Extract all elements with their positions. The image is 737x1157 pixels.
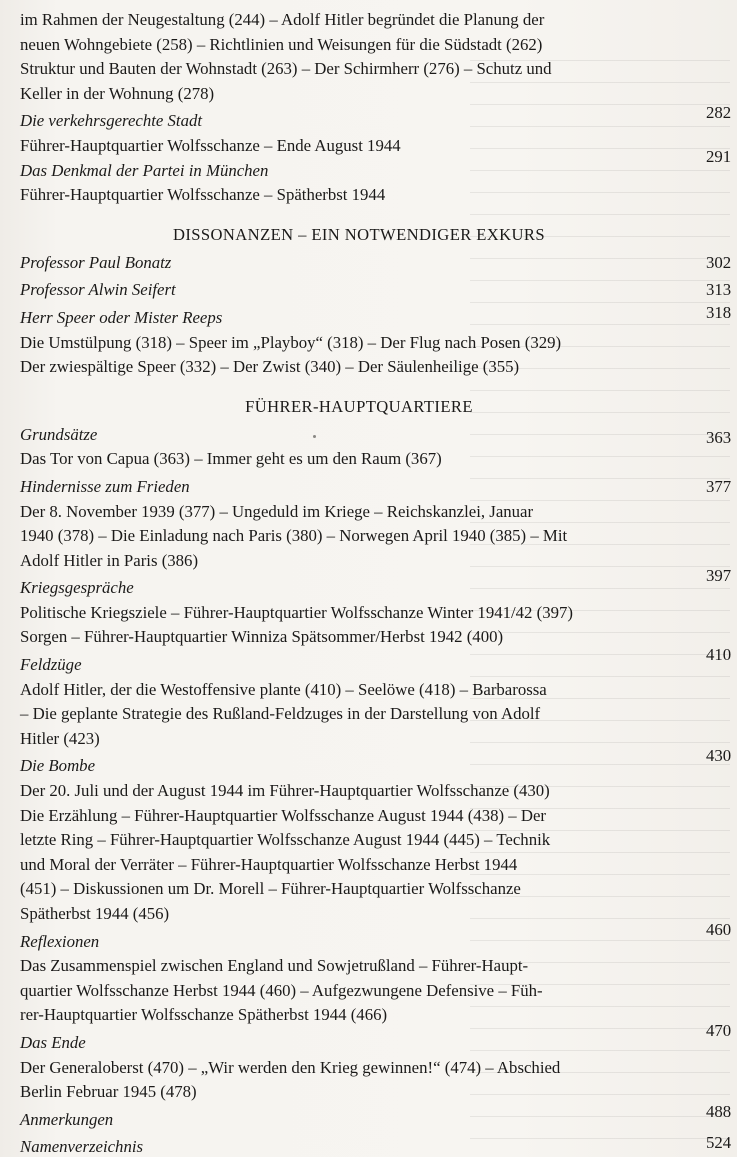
entry-title: Reflexionen (20, 931, 100, 951)
entry-detail: (451) – Diskussionen um Dr. Morell – Führer-Hauptquartier Wolfsschanze (20, 879, 521, 899)
toc-entry (20, 566, 732, 650)
entry-detail: Adolf Hitler in Paris (386) (20, 550, 199, 570)
entry-detail: Der 8. November 1939 (377) – Ungeduld im Kriege – Reichskanzlei, Januar (20, 501, 534, 521)
toc-entry (20, 423, 732, 472)
entry-title: Namenverzeichnis (20, 1137, 144, 1157)
intro-paragraph (20, 8, 698, 106)
text-line: im Rahmen der Neugestaltung (244) – Adolf Hitler begründet die Planung der (20, 10, 545, 29)
page-number: 313 (706, 280, 732, 300)
entry-detail: Der zwiespältige Speer (332) – Der Zwist (340) – Der Säulenheilige (355) (20, 357, 520, 377)
entry-detail: Hitler (423) (20, 728, 100, 748)
section-heading: FÜHRER-HAUPTQUARTIERE (245, 396, 473, 416)
entry-title: Kriegsgespräche (20, 578, 134, 598)
toc-entry (20, 278, 732, 303)
entry-detail: Adolf Hitler, der die Westoffensive plante (410) – Seelöwe (418) – Barbarossa (20, 679, 547, 699)
entry-detail: Führer-Hauptquartier Wolfsschanze – Ende August 1944 (20, 135, 401, 155)
entry-detail: und Moral der Verräter – Führer-Hauptquartier Wolfsschanze Herbst 1944 (20, 854, 518, 874)
toc-entry (20, 746, 732, 926)
entry-detail: quartier Wolfsschanze Herbst 1944 (460) – Aufgezwungene Defensive – Füh- (20, 980, 543, 1000)
toc-entry (20, 1020, 732, 1105)
entry-detail: 1940 (378) – Die Einladung nach Paris (380) – Norwegen April 1940 (385) – Mit (20, 526, 568, 546)
page-number: 488 (706, 1101, 732, 1121)
entry-detail: Berlin Februar 1945 (478) (20, 1082, 197, 1102)
toc-entry (20, 1101, 732, 1133)
entry-detail: Die Erzählung – Führer-Hauptquartier Wolfsschanze August 1944 (438) – Der (20, 805, 547, 825)
page-number: 410 (706, 645, 732, 665)
toc-entry (20, 475, 732, 573)
entry-title: Die verkehrsgerechte Stadt (20, 111, 203, 131)
toc-entry (20, 302, 732, 380)
entry-detail: letzte Ring – Führer-Hauptquartier Wolfsschanze August 1944 (445) – Technik (20, 830, 551, 850)
entry-title: Das Ende (20, 1032, 86, 1052)
entry-title: Herr Speer oder Mister Reeps (20, 307, 223, 327)
entry-title: Hindernisse zum Frieden (20, 476, 190, 496)
page-number: 282 (706, 103, 732, 123)
entry-detail: Sorgen – Führer-Hauptquartier Winniza Spätsommer/Herbst 1942 (400) (20, 627, 504, 647)
entry-title: Anmerkungen (20, 1109, 114, 1129)
entry-detail: Das Zusammenspiel zwischen England und Sowjetrußland – Führer-Haupt- (20, 956, 529, 976)
entry-title: Feldzüge (20, 655, 82, 675)
page-number: 430 (706, 746, 732, 766)
toc-entry (20, 645, 732, 751)
entry-title: Grundsätze (20, 424, 98, 444)
entry-detail: Das Tor von Capua (363) – Immer geht es um den Raum (367) (20, 449, 442, 469)
page-number: 397 (706, 566, 732, 586)
toc-entry (20, 251, 732, 276)
entry-detail: Der Generaloberst (470) – „Wir werden den Krieg gewinnen!“ (474) – Abschied (20, 1057, 561, 1077)
entry-detail: Politische Kriegsziele – Führer-Hauptquartier Wolfsschanze Winter 1941/42 (397) (20, 602, 573, 622)
table-of-contents (20, 8, 732, 1157)
page-number: 302 (706, 252, 732, 272)
toc-entry (20, 1133, 732, 1157)
page-number: 470 (706, 1020, 732, 1040)
page-number: 363 (706, 427, 732, 447)
page-number: 377 (706, 476, 732, 496)
page-number: 318 (706, 302, 732, 322)
page-number: 460 (706, 919, 732, 939)
entry-detail: – Die geplante Strategie des Rußland-Feldzuges in der Darstellung von Adolf (20, 704, 541, 724)
text-line: Keller in der Wohnung (278) (20, 83, 215, 103)
entry-title: Die Bombe (20, 756, 96, 776)
text-line: Struktur und Bauten der Wohnstadt (263) – Der Schirmherr (276) – Schutz und (20, 59, 552, 79)
section-heading: DISSONANZEN – EIN NOTWENDIGER EXKURS (172, 224, 546, 244)
page-number: 291 (706, 146, 732, 166)
entry-title: Das Denkmal der Partei in München (20, 160, 269, 180)
text-line: neuen Wohngebiete (258) – Richtlinien und Weisungen für die Südstadt (262) (20, 34, 543, 54)
entry-title: Professor Alwin Seifert (20, 280, 176, 300)
entry-detail: rer-Hauptquartier Wolfsschanze Spätherbst 1944 (466) (20, 1005, 388, 1025)
entry-detail: Führer-Hauptquartier Wolfsschanze – Spätherbst 1944 (20, 185, 386, 205)
entry-detail: Die Umstülpung (318) – Speer im „Playboy“ (318) – Der Flug nach Posen (329) (20, 332, 562, 352)
toc-entry (20, 919, 732, 1028)
entry-detail: Spätherbst 1944 (456) (20, 904, 170, 923)
entry-title: Professor Paul Bonatz (20, 252, 172, 272)
entry-detail: Der 20. Juli und der August 1944 im Führer-Hauptquartier Wolfsschanze (430) (20, 781, 550, 801)
page-number: 524 (706, 1133, 732, 1153)
toc-entry (20, 146, 732, 208)
